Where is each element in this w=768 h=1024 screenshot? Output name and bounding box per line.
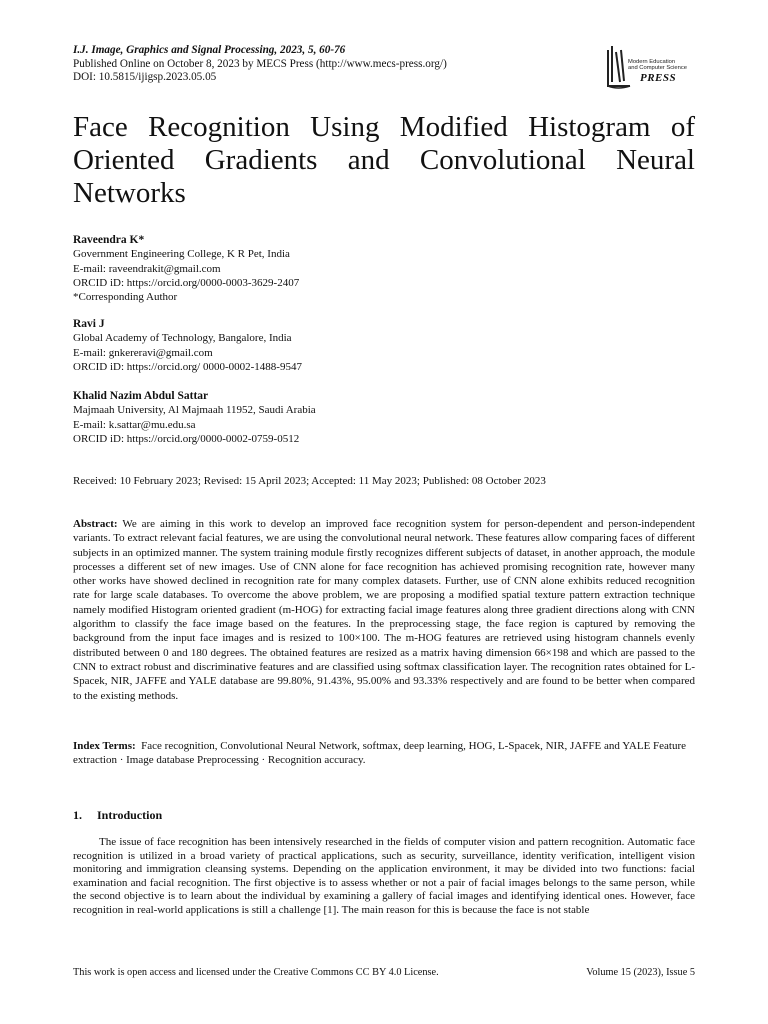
submission-dates: Received: 10 February 2023; Revised: 15 April 2023; Accepted: 11 May 2023; Published: 08 October 2023 xyxy=(73,475,546,487)
logo-line-1: Modern Education xyxy=(628,59,676,65)
title-line: Face Recognition Using Modified Histogram of xyxy=(73,111,695,143)
volume-footer: Volume 15 (2023), Issue 5 xyxy=(586,967,695,978)
license-footer: This work is open access and licensed under the Creative Commons CC BY 4.0 License. xyxy=(73,967,439,978)
author-orcid: ORCID iD: https://orcid.org/ 0000-0002-1488-9547 xyxy=(73,360,302,373)
abstract xyxy=(73,517,695,703)
author-name: Khalid Nazim Abdul Sattar xyxy=(73,390,209,402)
journal-name: I.J. Image, Graphics and Signal Processing, xyxy=(73,44,278,56)
author-name: Raveendra K* xyxy=(73,234,145,246)
section-number: 1. xyxy=(73,808,82,822)
journal-issue: 2023, 5, 60-76 xyxy=(277,44,346,56)
author-block xyxy=(73,389,316,446)
author-affiliation: Global Academy of Technology, Bangalore, India xyxy=(73,332,292,345)
author-orcid: ORCID iD: https://orcid.org/0000-0002-0759-0512 xyxy=(73,432,300,445)
doi-line: DOI: 10.5815/ijigsp.2023.05.05 xyxy=(73,71,217,83)
logo-line-2: and Computer Science xyxy=(628,65,687,71)
section-title: Introduction xyxy=(97,808,163,822)
index-terms-label: Index Terms: xyxy=(73,740,136,752)
journal-header xyxy=(73,44,447,85)
index-terms xyxy=(73,739,695,768)
author-affiliation: Government Engineering College, K R Pet, India xyxy=(73,248,290,261)
index-terms-text: Face recognition, Convolutional Neural Network, softmax, deep learning, HOG, L-Spacek, NIR, JAFFE and YALE Feature extraction · Image database Preprocessing · Recognition accuracy. xyxy=(73,740,689,767)
intro-paragraph: The issue of face recognition has been intensively researched in the fields of computer vision and pattern recognition. Automatic face recognition is utilized in a broad variety of practical applications, such as security, surveillance, identity verification, intelligent vision monitoring and immigration cleansing systems. Depending on the application environment, it may be divided into two functions: facial examination and facial recognition. The first objective is to assess whether or not a pair of facial images belongs to the same person, while the second objective is to learn about the individual by examining a gallery of facial images and identifying identical ones. However, face recognition in real-world applications is still a challenge [1]. The main reason for this is because the face is not stable xyxy=(73,836,695,916)
author-email: E-mail: raveendrakit@gmail.com xyxy=(73,262,221,275)
mecs-press-logo xyxy=(604,44,696,90)
author-orcid: ORCID iD: https://orcid.org/0000-0003-3629-2407 xyxy=(73,276,300,289)
section-heading xyxy=(73,808,162,823)
paper-title xyxy=(73,111,695,210)
author-email: E-mail: k.sattar@mu.edu.sa xyxy=(73,418,196,431)
author-block xyxy=(73,233,299,304)
title-line: Networks xyxy=(73,177,186,209)
published-line: Published Online on October 8, 2023 by MECS Press (http://www.mecs-press.org/) xyxy=(73,57,447,70)
abstract-label: Abstract: xyxy=(73,518,118,530)
author-email: E-mail: gnkereravi@gmail.com xyxy=(73,346,213,359)
author-block xyxy=(73,317,302,374)
logo-press: PRESS xyxy=(640,72,677,84)
author-affiliation: Majmaah University, Al Majmaah 11952, Saudi Arabia xyxy=(73,404,316,417)
corresponding-note: *Corresponding Author xyxy=(73,291,178,304)
author-name: Ravi J xyxy=(73,318,105,330)
title-line: Oriented Gradients and Convolutional Neural xyxy=(73,144,695,176)
abstract-text: We are aiming in this work to develop an improved face recognition system for person-dependent and person-independent variants. To extract relevant facial features, we are using the convolutional neural network. These features allow comparing faces of different subjects in an optimized manner. The system training module firstly recognizes different subjects of dataset, in another approach, the module processes a different set of new images. Use of CNN alone for face recognition has achieved promising recognition rate, however many other works have showed declined in recognition rate for many complex datasets. Further, use of CNN alone exhibits reduced recognition rate for large scale databases. To overcome the above problem, we are proposing a modified spatial texture pattern extraction technique namely modified Histogram oriented gradient (m-HOG) for extracting facial image features along three gradient directions along with CNN algorithm to classify the face image based on the features. In the preprocessing stage, the face region is captured by removing the background from the input face images and is resized to 100×100. The m-HOG features are retrieved using histogram channels evenly distributed between 0 and 180 degrees. The obtained features are resized as a matrix having dimension 66×198 and which are passed to the CNN to extract robust and discriminative features and are classified using softmax classification layer. The recognition rates obtained for L-Spacek, NIR, JAFFE and YALE database are 99.80%, 91.43%, 95.00% and 93.33% respectively and are found to be better when compared to the existing methods. xyxy=(73,518,695,702)
